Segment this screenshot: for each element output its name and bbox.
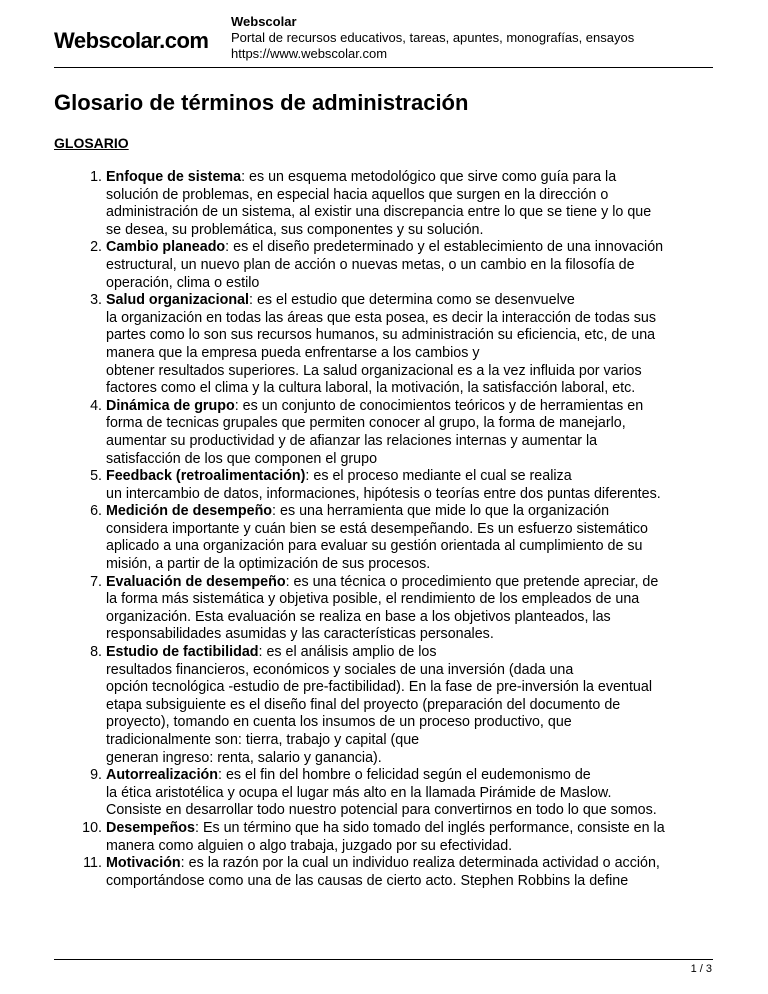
glossary-term: Cambio planeado <box>106 239 226 256</box>
glossary-term: Desempeños <box>106 819 195 836</box>
definition-line: : es un esquema metodológico que sirve como guía para la <box>241 169 617 185</box>
glossary-list <box>54 169 716 890</box>
definition-line: considera importante y cuán bien se está desempeñando. Es un esfuerzo sistemático <box>106 520 649 537</box>
glossary-term: Motivación <box>106 855 181 872</box>
item-number: 3. <box>90 292 102 309</box>
list-item <box>54 239 716 292</box>
definition-line: opción tecnológica -estudio de pre-factibilidad). En la fase de pre-inversión la eventual <box>106 679 652 696</box>
list-item <box>54 468 716 503</box>
site-name: Webscolar <box>231 14 297 29</box>
definition-line: un intercambio de datos, informaciones, hipótesis o teorías entre dos puntas diferentes. <box>106 485 661 502</box>
site-url[interactable]: https://www.webscolar.com <box>231 46 388 61</box>
site-header <box>54 14 713 66</box>
item-number: 10. <box>82 819 102 836</box>
definition-line: se desea, su problemática, sus componentes y su solución. <box>106 221 484 238</box>
definition-line: : es un conjunto de conocimientos teóricos y de herramientas en <box>234 397 644 414</box>
glossary-term: Autorrealización <box>106 767 219 784</box>
glossary-term: Estudio de factibilidad <box>106 644 259 661</box>
definition-line: misión, a partir de la optimización de sus procesos. <box>106 556 431 573</box>
definition-line: operación, clima o estilo <box>106 274 260 291</box>
item-number: 5. <box>90 468 102 485</box>
definition-line: responsabilidades asumidas y las características personales. <box>106 626 494 643</box>
item-number: 9. <box>90 767 102 784</box>
definition-line: : Es un término que ha sido tomado del inglés performance, consiste en la <box>195 819 665 836</box>
item-number: 7. <box>90 573 102 590</box>
definition-line: aplicado a una organización para evaluar su gestión orientada al cumplimiento de su <box>106 538 643 555</box>
footer-divider <box>54 959 713 960</box>
definition-line: solución de problemas, en especial hacia aquellos que surgen en la dirección o <box>106 186 609 203</box>
item-number: 1. <box>90 169 102 185</box>
definition-line: tradicionalmente son: tierra, trabajo y capital (que <box>106 732 420 748</box>
glossary-term: Feedback (retroalimentación) <box>106 468 306 485</box>
definition-line: : es una técnica o procedimiento que pretende apreciar, de <box>285 573 659 590</box>
definition-line: : es la razón por la cual un individuo realiza determinada actividad o acción, <box>180 855 660 872</box>
site-tagline: Portal de recursos educativos, tareas, apuntes, monografías, ensayos <box>231 30 635 45</box>
definition-line: satisfacción de los que componen el grupo <box>106 450 378 467</box>
definition-line: factores como el clima y la cultura laboral, la motivación, la satisfacción laboral, etc. <box>106 380 636 397</box>
list-item <box>54 398 716 468</box>
definition-line: Consiste en desarrollar todo nuestro potencial para convertirnos en todo lo que somos. <box>106 802 657 819</box>
definition-line: manera como alguien o algo trabaja, juzgado por su efectividad. <box>106 837 513 854</box>
definition-line: generan ingreso: renta, salario y ganancia). <box>106 749 382 766</box>
list-item <box>54 767 716 820</box>
definition-line: administración de un sistema, al existir una discrepancia entre lo que se tiene y lo que <box>106 204 652 221</box>
definition-line: la ética aristotélica y ocupa el lugar más alto en la llamada Pirámide de Maslow. <box>106 784 612 801</box>
definition-line: : es el diseño predeterminado y el establecimiento de una innovación <box>225 239 664 256</box>
site-logo[interactable]: Webscolar.com <box>54 28 209 53</box>
glossary-term: Medición de desempeño <box>106 503 273 520</box>
glossary-term: Enfoque de sistema <box>106 169 242 185</box>
list-item <box>54 169 716 239</box>
definition-line: la forma más sistemática y objetiva posible, el rendimiento de los empleados de una <box>106 591 640 608</box>
definition-line: la organización en todas las áreas que esta posea, es decir la interacción de todas sus <box>106 309 656 326</box>
item-number: 4. <box>90 397 102 414</box>
definition-line: aumentar su productividad y de afianzar las relaciones internas y aumentar la <box>106 432 598 449</box>
definition-line: : es el análisis amplio de los <box>258 644 437 661</box>
definition-line: manera que la empresa pueda enfrentarse a los cambios y <box>106 344 480 361</box>
definition-line: comportándose como una de las causas de cierto acto. Stephen Robbins la define <box>106 872 629 889</box>
definition-line: resultados financieros, económicos y sociales de una inversión (dada una <box>106 661 574 678</box>
definition-line: proyecto), tomando en cuenta los insumos de un proceso productivo, que <box>106 714 572 731</box>
definition-line: : es el proceso mediante el cual se realiza <box>305 468 572 485</box>
list-item <box>54 855 716 890</box>
item-number: 8. <box>90 644 102 661</box>
list-item <box>54 574 716 644</box>
definition-line: : es el estudio que determina como se desenvuelve <box>249 292 575 309</box>
definition-line: obtener resultados superiores. La salud organizacional es a la vez influida por varios <box>106 362 642 379</box>
list-item <box>54 644 716 767</box>
glossary-term: Salud organizacional <box>106 292 249 309</box>
list-item <box>54 292 716 398</box>
list-item <box>54 503 716 573</box>
list-item <box>54 820 716 855</box>
header-divider <box>54 67 713 68</box>
definition-line: forma de tecnicas grupales que permiten conocer al grupo, la forma de manejarlo, <box>106 415 626 432</box>
definition-line: organización. Esta evaluación se realiza en base a los objetivos planteados, las <box>106 608 611 625</box>
site-info <box>231 14 634 62</box>
glossary-term: Evaluación de desempeño <box>106 573 286 590</box>
item-number: 6. <box>90 503 102 520</box>
definition-line: : es el fin del hombre o felicidad según el eudemonismo de <box>218 767 591 784</box>
section-heading: GLOSARIO <box>54 135 129 151</box>
definition-line: etapa subsiguiente es el diseño final del proyecto (preparación del documento de <box>106 696 621 713</box>
page-number: 1 / 3 <box>690 963 712 975</box>
item-number: 2. <box>90 239 102 256</box>
definition-line: estructural, un nuevo plan de acción o nuevas metas, o un cambio en la filosofía de <box>106 256 635 273</box>
definition-line: partes como lo son sus recursos humanos, su administración su eficiencia, etc, de una <box>106 327 656 344</box>
page-title: Glosario de términos de administración <box>54 90 469 115</box>
definition-line: : es una herramienta que mide lo que la organización <box>272 503 610 520</box>
item-number: 11. <box>83 855 102 872</box>
glossary-term: Dinámica de grupo <box>106 397 235 414</box>
